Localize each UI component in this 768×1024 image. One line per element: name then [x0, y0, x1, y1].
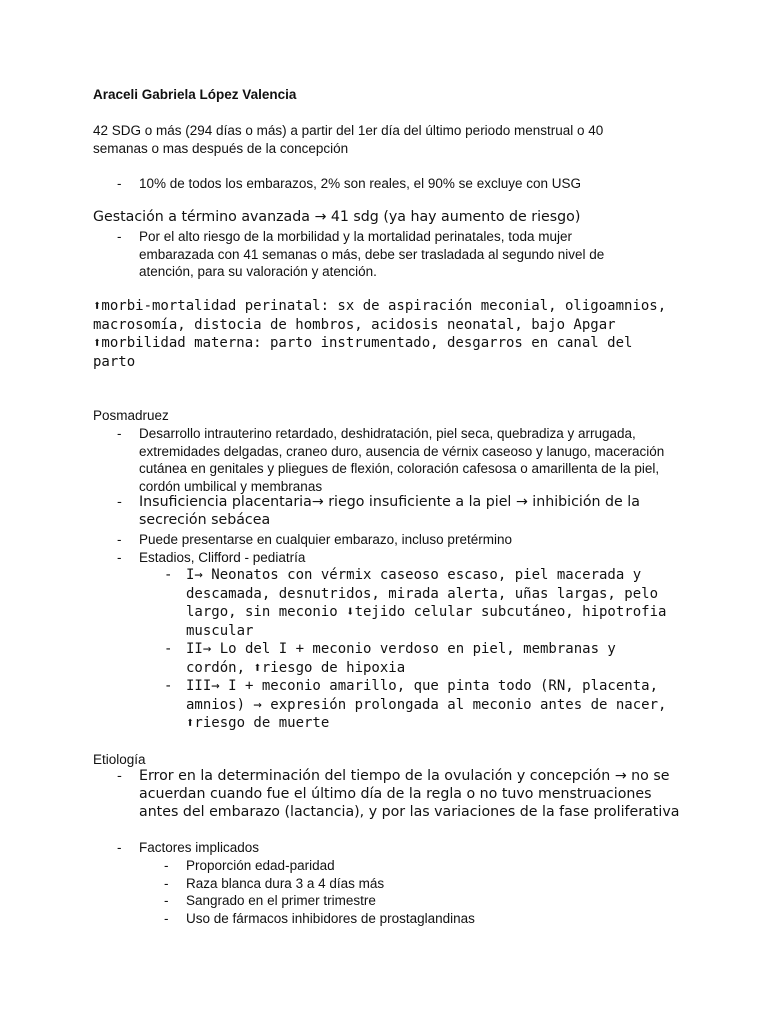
bullet-dash: - — [117, 550, 122, 565]
bullet-dash: - — [117, 229, 122, 244]
list-item — [117, 767, 683, 821]
bullet-dash: - — [164, 893, 169, 908]
factor-text: Uso de fármacos inhibidores de prostaglandinas — [186, 911, 475, 926]
estadio-item — [164, 566, 683, 640]
list-item-text: Puede presentarse en cualquier embarazo, incluso pretérmino — [139, 532, 512, 547]
list-item — [117, 493, 683, 529]
list-item-text: Por el alto riesgo de la morbilidad y la mortalidad perinatales, toda mujer embarazada con 41 semanas o más, debe ser trasladada al segundo nivel de atención, para su valoración y atención. — [139, 229, 605, 279]
bullet-dash: - — [164, 858, 169, 873]
list-item — [117, 228, 639, 281]
bullet-dash: - — [117, 532, 122, 547]
factor-text: Raza blanca dura 3 a 4 días más — [186, 876, 385, 891]
etiologia-heading: Etiología — [93, 752, 146, 767]
bullet-dash: - — [117, 494, 122, 510]
factor-item — [164, 910, 683, 928]
list-item-text: Factores implicados — [139, 840, 260, 855]
bullet-dash: - — [164, 641, 173, 657]
estadio-item — [164, 640, 683, 677]
list-item — [117, 839, 683, 857]
list-item-text: Estadios, Clifford - pediatría — [139, 550, 306, 565]
bullet-dash: - — [117, 840, 122, 855]
riesgo-perinatal: ⬆morbi-mortalidad perinatal: sx de aspiración meconial, oligoamnios, macrosomía, distocia de hombros, acidosis neonatal, bajo Apgar — [93, 298, 667, 333]
list-item-text: Error en la determinación del tiempo de la ovulación y concepción → no se acuerdan cuando fue el último día de la regla o no tuvo menstruaciones antes del embarazo (lactancia), y por las variaciones de la fase proliferativa — [139, 768, 680, 820]
gestacion-heading: Gestación a término avanzada → 41 sdg (ya hay aumento de riesgo) — [93, 209, 581, 225]
author-name: Araceli Gabriela López Valencia — [93, 87, 297, 102]
list-item-text: Insuficiencia placentaria→ riego insuficiente a la piel → inhibición de la secreción sebácea — [139, 494, 640, 528]
bullet-dash: - — [117, 176, 122, 191]
definition-paragraph: 42 SDG o más (294 días o más) a partir del 1er día del último periodo menstrual o 40 semanas o mas después de la concepción — [93, 123, 604, 156]
factor-item — [164, 875, 683, 893]
bullet-dash: - — [117, 768, 122, 784]
posmadurez-heading: Posmadruez — [93, 408, 169, 423]
list-item — [117, 531, 683, 549]
bullet-dash: - — [164, 876, 169, 891]
bullet-dash: - — [117, 426, 122, 441]
estadio-text: II→ Lo del I + meconio verdoso en piel, membranas y cordón, ⬆riesgo de hipoxia — [186, 641, 616, 676]
list-item-text: Desarrollo intrauterino retardado, deshidratación, piel seca, quebradiza y arrugada, extremidades delgadas, craneo duro, ausencia de vérnix caseoso y lanugo, maceración cutánea en genitales y pliegues de flexión, coloración cafesosa o amarillenta de la piel, cordón umbilical y membranas — [139, 426, 665, 494]
list-item — [117, 425, 683, 495]
riesgo-materno: ⬆morbilidad materna: parto instrumentado, desgarros en canal del parto — [93, 335, 633, 370]
list-item — [117, 549, 683, 567]
factor-text: Proporción edad-paridad — [186, 858, 335, 873]
bullet-dash: - — [164, 567, 173, 583]
estadio-text: III→ I + meconio amarillo, que pinta todo (RN, placenta, amnios) → expresión prolongada al meconio antes de nacer, ⬆riesgo de muerte — [186, 678, 667, 731]
estadio-item — [164, 677, 683, 733]
list-item — [117, 175, 683, 193]
list-item-text: 10% de todos los embarazos, 2% son reales, el 90% se excluye con USG — [139, 176, 581, 191]
estadio-text: I→ Neonatos con vérmix caseoso escaso, piel macerada y descamada, desnutridos, mirada alerta, uñas largas, pelo largo, sin meconio ⬇tejido celular subcutáneo, hipotrofia muscular — [186, 567, 667, 639]
factor-text: Sangrado en el primer trimestre — [186, 893, 376, 908]
factor-item — [164, 857, 683, 875]
factor-item — [164, 892, 683, 910]
bullet-dash: - — [164, 911, 169, 926]
bullet-dash: - — [164, 678, 173, 694]
